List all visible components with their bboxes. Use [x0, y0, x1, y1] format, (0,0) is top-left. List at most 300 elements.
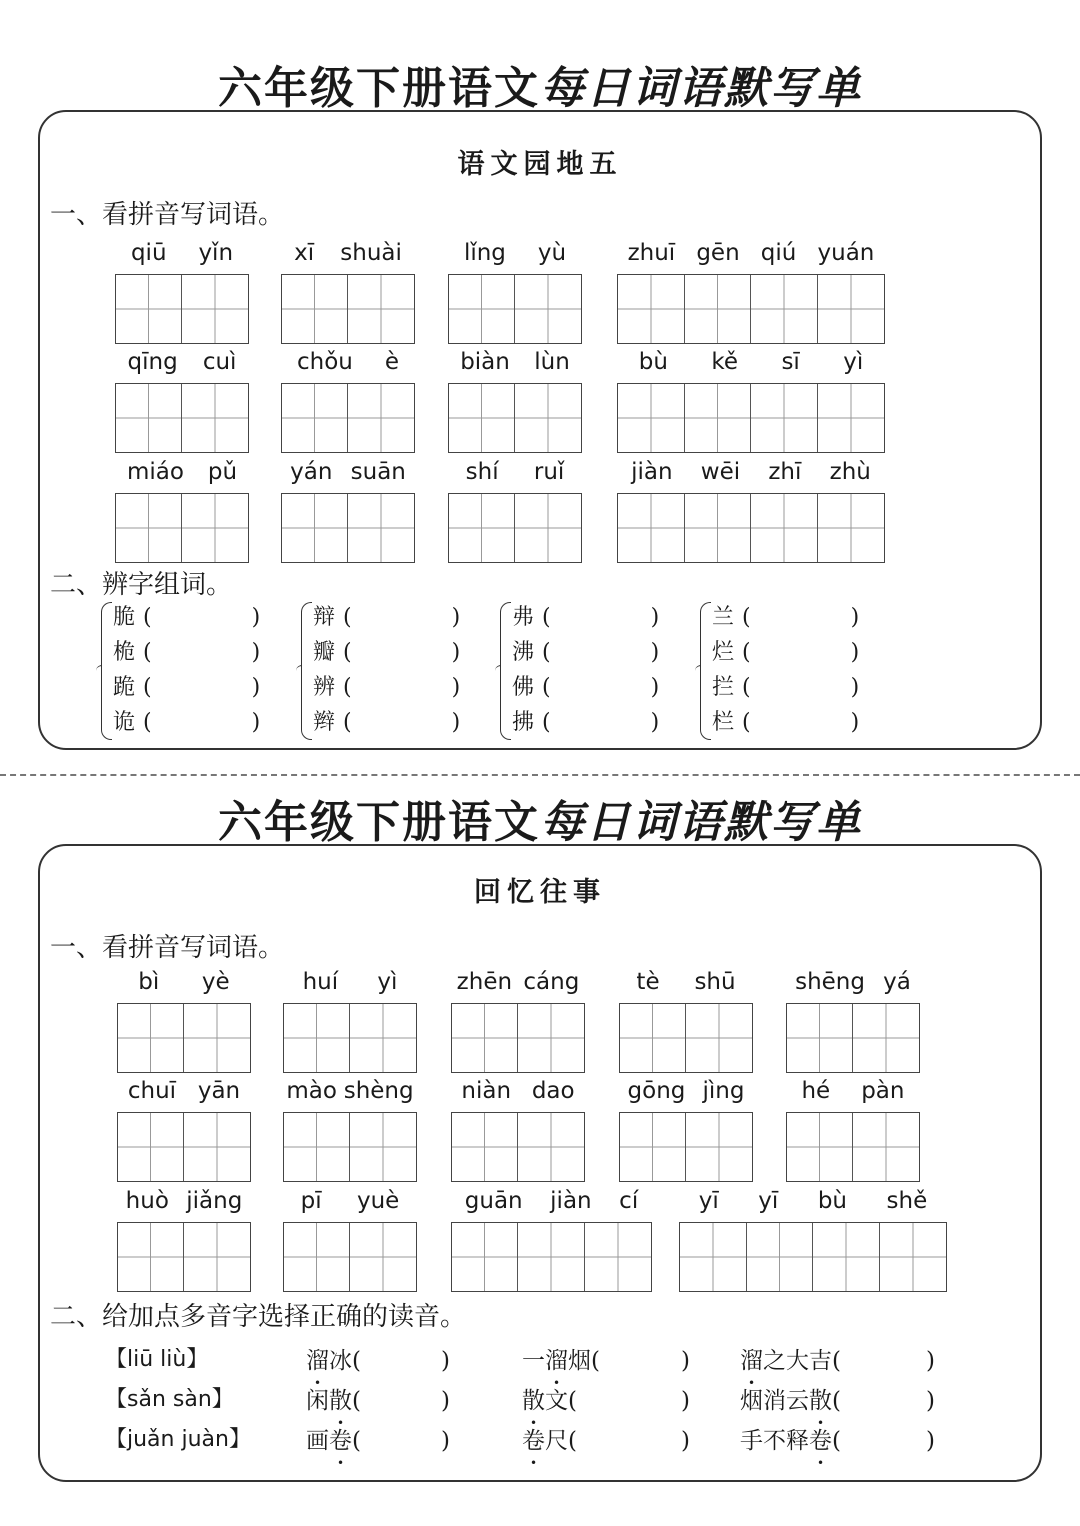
group-char: 烂 — [712, 640, 735, 665]
pinyin-line — [115, 238, 249, 268]
char-group — [113, 600, 260, 740]
paren-close: ) — [680, 1428, 690, 1454]
tianzi-cell[interactable] — [118, 1113, 184, 1181]
answer-blank[interactable] — [152, 705, 252, 740]
paren-close: ) — [680, 1348, 690, 1374]
pinyin-syllable: yán — [290, 459, 333, 485]
pinyin-syllable: pī — [300, 1188, 322, 1214]
answer-blank[interactable] — [551, 705, 651, 740]
pinyin-syllable: guān — [464, 1188, 523, 1214]
word-item — [619, 967, 753, 1073]
sheet2-section-2: 二、给加点多音字选择正确的读音。 — [50, 1302, 467, 1332]
tianzi-cell[interactable] — [853, 1004, 919, 1072]
answer-blank[interactable] — [152, 600, 252, 635]
word-piece: 文 — [545, 1388, 568, 1414]
answer-blank[interactable] — [551, 670, 651, 705]
writing-grid[interactable] — [451, 1222, 652, 1292]
tianzi-cell[interactable] — [184, 1113, 250, 1181]
paren-open: ( — [343, 605, 352, 630]
paren-close: ) — [850, 675, 860, 700]
tianzi-cell[interactable] — [620, 1004, 686, 1072]
sheet1-section-1: 一、看拼音写词语。 — [50, 200, 285, 230]
pinyin-syllable: è — [384, 349, 399, 375]
pinyin-line — [619, 967, 753, 997]
tianzi-cell[interactable] — [618, 275, 685, 343]
tianzi-cell[interactable] — [182, 494, 248, 562]
writing-grid[interactable] — [448, 383, 582, 453]
poly-word — [522, 1422, 690, 1455]
tianzi-cell[interactable] — [348, 275, 414, 343]
paren-open: ( — [143, 640, 152, 665]
paren-open: ( — [542, 605, 551, 630]
dotted-char: 溜 — [545, 1348, 568, 1374]
tianzi-cell[interactable] — [685, 494, 752, 562]
group-char: 辩 — [313, 605, 336, 630]
answer-blank[interactable] — [352, 635, 452, 670]
paren-close: ) — [925, 1348, 935, 1374]
writing-grid[interactable] — [451, 1003, 585, 1073]
pinyin-syllable: zhuī — [627, 240, 676, 266]
word-item — [117, 967, 251, 1073]
group-char: 沸 — [512, 640, 535, 665]
word-item — [115, 457, 249, 563]
sheet2-title-b: 每日词语默写单 — [540, 797, 862, 848]
tianzi-cell[interactable] — [116, 275, 182, 343]
pinyin-line — [115, 347, 249, 377]
pinyin-line — [281, 238, 415, 268]
pinyin-syllable: shí — [465, 459, 499, 485]
tianzi-cell[interactable] — [118, 1223, 184, 1291]
tianzi-cell[interactable] — [350, 1113, 416, 1181]
word-item — [283, 967, 417, 1073]
pinyin-syllable: lùn — [534, 349, 570, 375]
group-row — [712, 705, 859, 740]
paren-open: ( — [591, 1348, 600, 1374]
paren-open: ( — [352, 1388, 361, 1414]
writing-grid[interactable] — [115, 274, 249, 344]
tianzi-cell[interactable] — [182, 384, 248, 452]
group-row — [313, 635, 460, 670]
dotted-char: 散 — [522, 1388, 545, 1414]
writing-grid[interactable] — [448, 274, 582, 344]
char-group — [712, 600, 859, 740]
tianzi-cell[interactable] — [813, 1223, 880, 1291]
word-item — [115, 238, 249, 344]
word-item — [283, 1076, 417, 1182]
writing-grid[interactable] — [451, 1112, 585, 1182]
paren-close: ) — [925, 1428, 935, 1454]
writing-grid[interactable] — [117, 1222, 251, 1292]
tianzi-cell[interactable] — [686, 1004, 752, 1072]
word-item — [786, 1076, 920, 1182]
brace-icon — [700, 602, 711, 740]
cut-line — [0, 774, 1080, 776]
pinyin-syllable: bù — [817, 1188, 847, 1214]
pinyin-syllable: shēng — [795, 969, 865, 995]
group-char: 拦 — [712, 675, 735, 700]
pinyin-line — [448, 238, 582, 268]
tianzi-cell[interactable] — [282, 384, 348, 452]
pinyin-syllable: qiú — [760, 240, 797, 266]
pinyin-syllable: xī — [294, 240, 315, 266]
paren-close: ) — [251, 640, 261, 665]
pinyin-line — [619, 1076, 753, 1106]
tianzi-cell[interactable] — [449, 384, 515, 452]
pinyin-line — [451, 1076, 585, 1106]
answer-blank[interactable] — [751, 600, 851, 635]
pinyin-line — [617, 457, 885, 487]
tianzi-cell[interactable] — [518, 1113, 584, 1181]
group-char: 诡 — [113, 710, 136, 735]
word-piece: 一 — [522, 1348, 545, 1374]
pinyin-line — [117, 967, 251, 997]
paren-open: ( — [343, 710, 352, 735]
writing-grid[interactable] — [283, 1112, 417, 1182]
writing-grid[interactable] — [281, 493, 415, 563]
tianzi-cell[interactable] — [880, 1223, 947, 1291]
paren-close: ) — [440, 1388, 450, 1414]
tianzi-cell[interactable] — [452, 1004, 518, 1072]
pinyin-syllable: shuài — [340, 240, 402, 266]
tianzi-cell[interactable] — [787, 1113, 853, 1181]
answer-blank[interactable] — [551, 635, 651, 670]
paren-close: ) — [680, 1388, 690, 1414]
pinyin-line — [117, 1076, 251, 1106]
answer-blank[interactable] — [352, 670, 452, 705]
paren-close: ) — [650, 640, 660, 665]
pinyin-syllable: pǔ — [207, 459, 238, 485]
pinyin-syllable: zhù — [829, 459, 871, 485]
pinyin-syllable: yī — [698, 1188, 719, 1214]
pinyin-syllable: jiǎng — [186, 1188, 243, 1214]
paren-open: ( — [143, 710, 152, 735]
writing-grid[interactable] — [617, 274, 885, 344]
group-char: 佛 — [512, 675, 535, 700]
writing-grid[interactable] — [619, 1003, 753, 1073]
tianzi-cell[interactable] — [282, 275, 348, 343]
poly-word — [522, 1382, 690, 1415]
sheet2-title-a: 六年级下册语文 — [218, 797, 540, 848]
writing-grid[interactable] — [115, 493, 249, 563]
char-group — [313, 600, 460, 740]
tianzi-cell[interactable] — [853, 1113, 919, 1181]
tianzi-cell[interactable] — [751, 275, 818, 343]
writing-grid[interactable] — [448, 493, 582, 563]
tianzi-cell[interactable] — [751, 384, 818, 452]
tianzi-cell[interactable] — [620, 1113, 686, 1181]
paren-close: ) — [251, 675, 261, 700]
paren-close: ) — [451, 710, 461, 735]
word-piece: 闲 — [306, 1388, 329, 1414]
poly-word — [522, 1342, 690, 1375]
pinyin-syllable: yuè — [356, 1188, 400, 1214]
pinyin-syllable: suān — [350, 459, 406, 485]
answer-blank[interactable] — [551, 600, 651, 635]
paren-close: ) — [650, 605, 660, 630]
pinyin-syllable: yì — [377, 969, 398, 995]
tianzi-cell[interactable] — [751, 494, 818, 562]
pinyin-line — [283, 967, 417, 997]
pinyin-syllable: huí — [302, 969, 339, 995]
sheet1-section-2: 二、辨字组词。 — [50, 570, 233, 600]
group-char: 栏 — [712, 710, 735, 735]
tianzi-cell[interactable] — [350, 1223, 416, 1291]
writing-grid[interactable] — [679, 1222, 947, 1292]
pinyin-syllable: kě — [711, 349, 738, 375]
dotted-char: 散 — [809, 1388, 832, 1414]
word-item — [283, 1186, 417, 1292]
paren-open: ( — [343, 675, 352, 700]
tianzi-cell[interactable] — [515, 384, 581, 452]
dotted-char: 卷 — [329, 1428, 352, 1454]
paren-open: ( — [742, 640, 751, 665]
pinyin-line — [786, 967, 920, 997]
paren-close: ) — [650, 675, 660, 700]
word-piece: 烟消云 — [740, 1388, 809, 1414]
writing-grid[interactable] — [283, 1222, 417, 1292]
pinyin-line — [451, 1186, 652, 1216]
paren-open: ( — [568, 1428, 577, 1454]
pinyin-syllable: miáo — [126, 459, 184, 485]
tianzi-cell[interactable] — [348, 384, 414, 452]
pinyin-syllable: cuì — [202, 349, 237, 375]
dotted-char: 卷 — [809, 1428, 832, 1454]
group-row — [313, 705, 460, 740]
group-char: 辫 — [313, 710, 336, 735]
tianzi-cell[interactable] — [348, 494, 414, 562]
tianzi-cell[interactable] — [184, 1223, 250, 1291]
tianzi-cell[interactable] — [818, 384, 885, 452]
pinyin-syllable: jìng — [702, 1078, 745, 1104]
group-char: 脆 — [113, 605, 136, 630]
tianzi-cell[interactable] — [449, 275, 515, 343]
brace-icon — [301, 602, 312, 740]
writing-grid[interactable] — [617, 383, 885, 453]
poly-word — [740, 1382, 935, 1415]
brace-icon — [101, 602, 112, 740]
tianzi-cell[interactable] — [515, 275, 581, 343]
pinyin-syllable: yì — [843, 349, 864, 375]
pinyin-syllable: dao — [531, 1078, 575, 1104]
tianzi-cell[interactable] — [182, 275, 248, 343]
pinyin-syllable: chǒu — [296, 349, 353, 375]
word-item — [451, 1186, 652, 1292]
paren-close: ) — [925, 1388, 935, 1414]
word-item — [617, 457, 885, 563]
pinyin-line — [448, 347, 582, 377]
writing-grid[interactable] — [117, 1003, 251, 1073]
paren-close: ) — [451, 675, 461, 700]
word-piece: 冰 — [329, 1348, 352, 1374]
answer-blank[interactable] — [751, 635, 851, 670]
sheet2-section-1: 一、看拼音写词语。 — [50, 933, 285, 963]
writing-grid[interactable] — [115, 383, 249, 453]
answer-blank[interactable] — [751, 670, 851, 705]
pinyin-syllable: hé — [801, 1078, 831, 1104]
pinyin-syllable: shū — [694, 969, 736, 995]
pinyin-syllable: cí — [619, 1188, 639, 1214]
paren-close: ) — [251, 710, 261, 735]
writing-grid[interactable] — [786, 1003, 920, 1073]
pinyin-syllable: shě — [886, 1188, 928, 1214]
group-row — [313, 600, 460, 635]
writing-grid[interactable] — [281, 274, 415, 344]
tianzi-cell[interactable] — [685, 275, 752, 343]
tianzi-cell[interactable] — [518, 1223, 584, 1291]
group-row — [512, 670, 659, 705]
tianzi-cell[interactable] — [585, 1223, 651, 1291]
tianzi-cell[interactable] — [686, 1113, 752, 1181]
writing-grid[interactable] — [617, 493, 885, 563]
tianzi-cell[interactable] — [685, 384, 752, 452]
group-row — [113, 600, 260, 635]
word-item — [117, 1186, 251, 1292]
tianzi-cell[interactable] — [282, 494, 348, 562]
writing-grid[interactable] — [117, 1112, 251, 1182]
pinyin-syllable: jiàn — [631, 459, 673, 485]
paren-open: ( — [343, 640, 352, 665]
paren-close: ) — [650, 710, 660, 735]
word-item — [786, 967, 920, 1073]
tianzi-cell[interactable] — [680, 1223, 747, 1291]
pinyin-syllable: gōng — [627, 1078, 686, 1104]
answer-blank[interactable] — [751, 705, 851, 740]
group-row — [712, 600, 859, 635]
sheet1-title — [0, 52, 1080, 116]
paren-open: ( — [143, 675, 152, 700]
group-row — [113, 635, 260, 670]
group-row — [512, 600, 659, 635]
poly-word — [306, 1382, 450, 1415]
pinyin-syllable: mào — [286, 1078, 337, 1104]
sheet1-title-b: 每日词语默写单 — [540, 63, 862, 114]
word-item — [115, 347, 249, 453]
pinyin-line — [281, 457, 415, 487]
pinyin-syllable: yè — [201, 969, 230, 995]
pinyin-syllable: zhī — [768, 459, 802, 485]
tianzi-cell[interactable] — [515, 494, 581, 562]
tianzi-cell[interactable] — [518, 1004, 584, 1072]
word-item — [448, 238, 582, 344]
word-item — [448, 457, 582, 563]
pinyin-syllable: ruǐ — [533, 459, 565, 485]
pinyin-line — [786, 1076, 920, 1106]
pinyin-syllable: bì — [138, 969, 160, 995]
writing-grid[interactable] — [281, 383, 415, 453]
sheet1-subtitle: 语文园地五 — [457, 149, 623, 180]
paren-close: ) — [850, 710, 860, 735]
pinyin-syllable: yī — [758, 1188, 779, 1214]
pinyin-syllable: yǐn — [198, 240, 234, 266]
group-row — [313, 670, 460, 705]
pinyin-syllable: qiū — [130, 240, 167, 266]
group-char: 桅 — [113, 640, 136, 665]
word-item — [617, 238, 885, 344]
tianzi-cell[interactable] — [116, 494, 182, 562]
poly-word — [306, 1422, 450, 1455]
paren-close: ) — [451, 605, 461, 630]
tianzi-cell[interactable] — [184, 1004, 250, 1072]
poly-pinyin-options: 【sǎn sàn】 — [105, 1387, 234, 1412]
pinyin-syllable: pàn — [861, 1078, 905, 1104]
paren-open: ( — [542, 710, 551, 735]
group-row — [712, 670, 859, 705]
answer-blank[interactable] — [352, 600, 452, 635]
tianzi-cell[interactable] — [618, 494, 685, 562]
writing-grid[interactable] — [619, 1112, 753, 1182]
answer-blank[interactable] — [152, 670, 252, 705]
tianzi-cell[interactable] — [284, 1113, 350, 1181]
brace-icon — [500, 602, 511, 740]
word-piece: 尺 — [545, 1428, 568, 1454]
answer-blank[interactable] — [352, 705, 452, 740]
pinyin-syllable: tè — [636, 969, 660, 995]
group-char: 弗 — [512, 605, 535, 630]
tianzi-cell[interactable] — [284, 1223, 350, 1291]
tianzi-cell[interactable] — [618, 384, 685, 452]
writing-grid[interactable] — [283, 1003, 417, 1073]
poly-word — [740, 1422, 935, 1455]
tianzi-cell[interactable] — [452, 1113, 518, 1181]
pinyin-syllable: yá — [883, 969, 911, 995]
pinyin-syllable: zhēn — [456, 969, 513, 995]
pinyin-syllable: gēn — [696, 240, 740, 266]
word-item — [448, 347, 582, 453]
poly-pinyin-options: 【juǎn juàn】 — [105, 1427, 251, 1452]
pinyin-line — [115, 457, 249, 487]
tianzi-cell[interactable] — [818, 494, 885, 562]
tianzi-cell[interactable] — [116, 384, 182, 452]
paren-open: ( — [542, 640, 551, 665]
pinyin-syllable: qīng — [127, 349, 178, 375]
paren-open: ( — [832, 1348, 841, 1374]
group-row — [512, 705, 659, 740]
tianzi-cell[interactable] — [452, 1223, 518, 1291]
pinyin-syllable: yān — [197, 1078, 241, 1104]
group-char: 兰 — [712, 605, 735, 630]
pinyin-line — [451, 967, 585, 997]
tianzi-cell[interactable] — [118, 1004, 184, 1072]
pinyin-syllable: huò — [125, 1188, 169, 1214]
dotted-char: 溜 — [306, 1348, 329, 1374]
tianzi-cell[interactable] — [818, 275, 885, 343]
writing-grid[interactable] — [786, 1112, 920, 1182]
tianzi-cell[interactable] — [787, 1004, 853, 1072]
word-item — [281, 238, 415, 344]
pinyin-line — [117, 1186, 251, 1216]
paren-close: ) — [251, 605, 261, 630]
word-item — [617, 347, 885, 453]
pinyin-syllable: shèng — [343, 1078, 414, 1104]
tianzi-cell[interactable] — [284, 1004, 350, 1072]
pinyin-syllable: bù — [638, 349, 668, 375]
tianzi-cell[interactable] — [350, 1004, 416, 1072]
group-row — [712, 635, 859, 670]
pinyin-line — [448, 457, 582, 487]
pinyin-syllable: niàn — [461, 1078, 512, 1104]
answer-blank[interactable] — [152, 635, 252, 670]
paren-open: ( — [143, 605, 152, 630]
pinyin-line — [617, 347, 885, 377]
pinyin-syllable: sī — [781, 349, 800, 375]
tianzi-cell[interactable] — [747, 1223, 814, 1291]
paren-open: ( — [542, 675, 551, 700]
pinyin-line — [617, 238, 885, 268]
tianzi-cell[interactable] — [449, 494, 515, 562]
dotted-char: 卷 — [522, 1428, 545, 1454]
pinyin-line — [679, 1186, 947, 1216]
group-char: 瓣 — [313, 640, 336, 665]
